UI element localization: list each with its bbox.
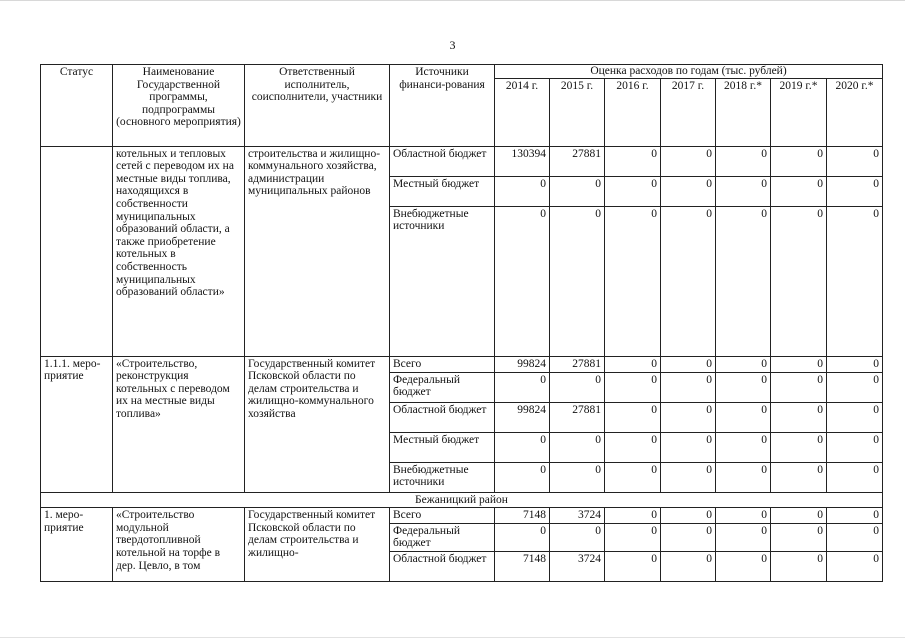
- value-cell: 3724: [550, 551, 605, 581]
- table-row: [41, 508, 883, 524]
- region-row: [41, 492, 883, 508]
- value-cell: 27881: [550, 402, 605, 432]
- value-cell: 27881: [550, 356, 605, 372]
- value-cell: 0: [827, 523, 883, 551]
- value-cell: 0: [827, 356, 883, 372]
- value-cell: 0: [661, 372, 716, 402]
- value-cell: 0: [771, 206, 827, 356]
- value-cell: 0: [550, 432, 605, 462]
- header-sources: Источники финанси-рования: [390, 65, 495, 147]
- value-cell: 0: [716, 508, 771, 524]
- source-cell: Областной бюджет: [390, 146, 495, 176]
- value-cell: 3724: [550, 508, 605, 524]
- source-cell: Областной бюджет: [390, 551, 495, 581]
- value-cell: 0: [716, 206, 771, 356]
- value-cell: 0: [827, 402, 883, 432]
- value-cell: 0: [661, 356, 716, 372]
- value-cell: 0: [827, 176, 883, 206]
- value-cell: 27881: [550, 146, 605, 176]
- value-cell: 0: [495, 462, 550, 492]
- value-cell: 0: [771, 551, 827, 581]
- value-cell: 7148: [495, 508, 550, 524]
- header-name: Наименование Государственной программы, подпрограммы (основного мероприятия): [113, 65, 245, 147]
- value-cell: 0: [605, 372, 661, 402]
- value-cell: 0: [771, 432, 827, 462]
- value-cell: 0: [495, 372, 550, 402]
- header-status: Статус: [41, 65, 113, 147]
- status-cell: 1.1.1. меро-приятие: [41, 356, 113, 492]
- value-cell: 0: [771, 372, 827, 402]
- value-cell: 0: [550, 462, 605, 492]
- year-header: 2017 г.: [661, 78, 716, 146]
- value-cell: 0: [661, 523, 716, 551]
- year-header: 2018 г.*: [716, 78, 771, 146]
- responsible-cell: строительства и жилищно-коммунального хозяйства, администрации муниципальных районов: [245, 146, 390, 356]
- program-name-cell: котельных и тепловых сетей с переводом их на местные виды топлива, находящихся в собственности муниципальных образований области, а также приобретение котельных в собственность муниципальных образований области»: [113, 146, 245, 356]
- value-cell: 0: [771, 356, 827, 372]
- header-responsible: Ответственный исполнитель, соисполнители, участники: [245, 65, 390, 147]
- value-cell: 0: [716, 402, 771, 432]
- scan-edge-top: [0, 0, 905, 1]
- value-cell: 0: [495, 432, 550, 462]
- value-cell: 0: [827, 432, 883, 462]
- value-cell: 0: [605, 523, 661, 551]
- value-cell: 0: [771, 146, 827, 176]
- year-header: 2014 г.: [495, 78, 550, 146]
- value-cell: 0: [661, 176, 716, 206]
- value-cell: 0: [605, 402, 661, 432]
- value-cell: 0: [550, 206, 605, 356]
- region-header: Бежаницкий район: [41, 492, 883, 508]
- value-cell: 0: [716, 176, 771, 206]
- value-cell: 0: [771, 176, 827, 206]
- value-cell: 99824: [495, 402, 550, 432]
- value-cell: 99824: [495, 356, 550, 372]
- value-cell: 0: [605, 206, 661, 356]
- status-cell: [41, 146, 113, 356]
- table-row: [41, 356, 883, 372]
- year-header: 2020 г.*: [827, 78, 883, 146]
- value-cell: 0: [827, 372, 883, 402]
- page-number: 3: [449, 38, 456, 52]
- program-name-cell: «Строительство, реконструкция котельных с переводом их на местные виды топлива»: [113, 356, 245, 492]
- value-cell: 0: [661, 508, 716, 524]
- value-cell: 0: [495, 523, 550, 551]
- value-cell: 0: [550, 372, 605, 402]
- value-cell: 0: [827, 508, 883, 524]
- status-cell: 1. меро-приятие: [41, 508, 113, 582]
- value-cell: 0: [550, 523, 605, 551]
- value-cell: 0: [661, 432, 716, 462]
- value-cell: 0: [716, 146, 771, 176]
- value-cell: 0: [495, 176, 550, 206]
- table-row: [41, 146, 883, 176]
- value-cell: 0: [771, 462, 827, 492]
- value-cell: 0: [771, 508, 827, 524]
- scan-edge-bottom: [0, 637, 905, 638]
- value-cell: 0: [605, 462, 661, 492]
- value-cell: 130394: [495, 146, 550, 176]
- value-cell: 0: [550, 176, 605, 206]
- source-cell: Федеральный бюджет: [390, 372, 495, 402]
- header-estimate: Оценка расходов по годам (тыс. рублей): [495, 65, 883, 79]
- value-cell: 0: [716, 356, 771, 372]
- expenditure-table: [40, 64, 883, 582]
- value-cell: 0: [495, 206, 550, 356]
- value-cell: 0: [661, 551, 716, 581]
- value-cell: 0: [661, 146, 716, 176]
- year-header: 2015 г.: [550, 78, 605, 146]
- source-cell: Всего: [390, 508, 495, 524]
- value-cell: 0: [661, 462, 716, 492]
- value-cell: 0: [605, 176, 661, 206]
- value-cell: 0: [716, 523, 771, 551]
- value-cell: 0: [605, 146, 661, 176]
- table-body: [41, 65, 883, 582]
- value-cell: 0: [771, 402, 827, 432]
- source-cell: Федеральный бюджет: [390, 523, 495, 551]
- value-cell: 0: [716, 551, 771, 581]
- value-cell: 0: [716, 462, 771, 492]
- value-cell: 0: [827, 206, 883, 356]
- source-cell: Внебюджетные источники: [390, 462, 495, 492]
- source-cell: Внебюджетные источники: [390, 206, 495, 356]
- value-cell: 0: [661, 206, 716, 356]
- value-cell: 0: [827, 551, 883, 581]
- source-cell: Местный бюджет: [390, 176, 495, 206]
- value-cell: 7148: [495, 551, 550, 581]
- value-cell: 0: [827, 146, 883, 176]
- year-header: 2016 г.: [605, 78, 661, 146]
- value-cell: 0: [605, 551, 661, 581]
- program-name-cell: «Строительство модульной твердотопливной котельной на торфе в дер. Цевло, в том: [113, 508, 245, 582]
- value-cell: 0: [716, 432, 771, 462]
- value-cell: 0: [661, 402, 716, 432]
- value-cell: 0: [605, 356, 661, 372]
- value-cell: 0: [716, 372, 771, 402]
- value-cell: 0: [827, 462, 883, 492]
- source-cell: Областной бюджет: [390, 402, 495, 432]
- header-row: [41, 65, 883, 79]
- value-cell: 0: [605, 508, 661, 524]
- responsible-cell: Государственный комитет Псковской области по делам строительства и жилищно-коммунального хозяйства: [245, 356, 390, 492]
- value-cell: 0: [605, 432, 661, 462]
- source-cell: Местный бюджет: [390, 432, 495, 462]
- value-cell: 0: [771, 523, 827, 551]
- year-header: 2019 г.*: [771, 78, 827, 146]
- source-cell: Всего: [390, 356, 495, 372]
- responsible-cell: Государственный комитет Псковской области по делам строительства и жилищно-: [245, 508, 390, 582]
